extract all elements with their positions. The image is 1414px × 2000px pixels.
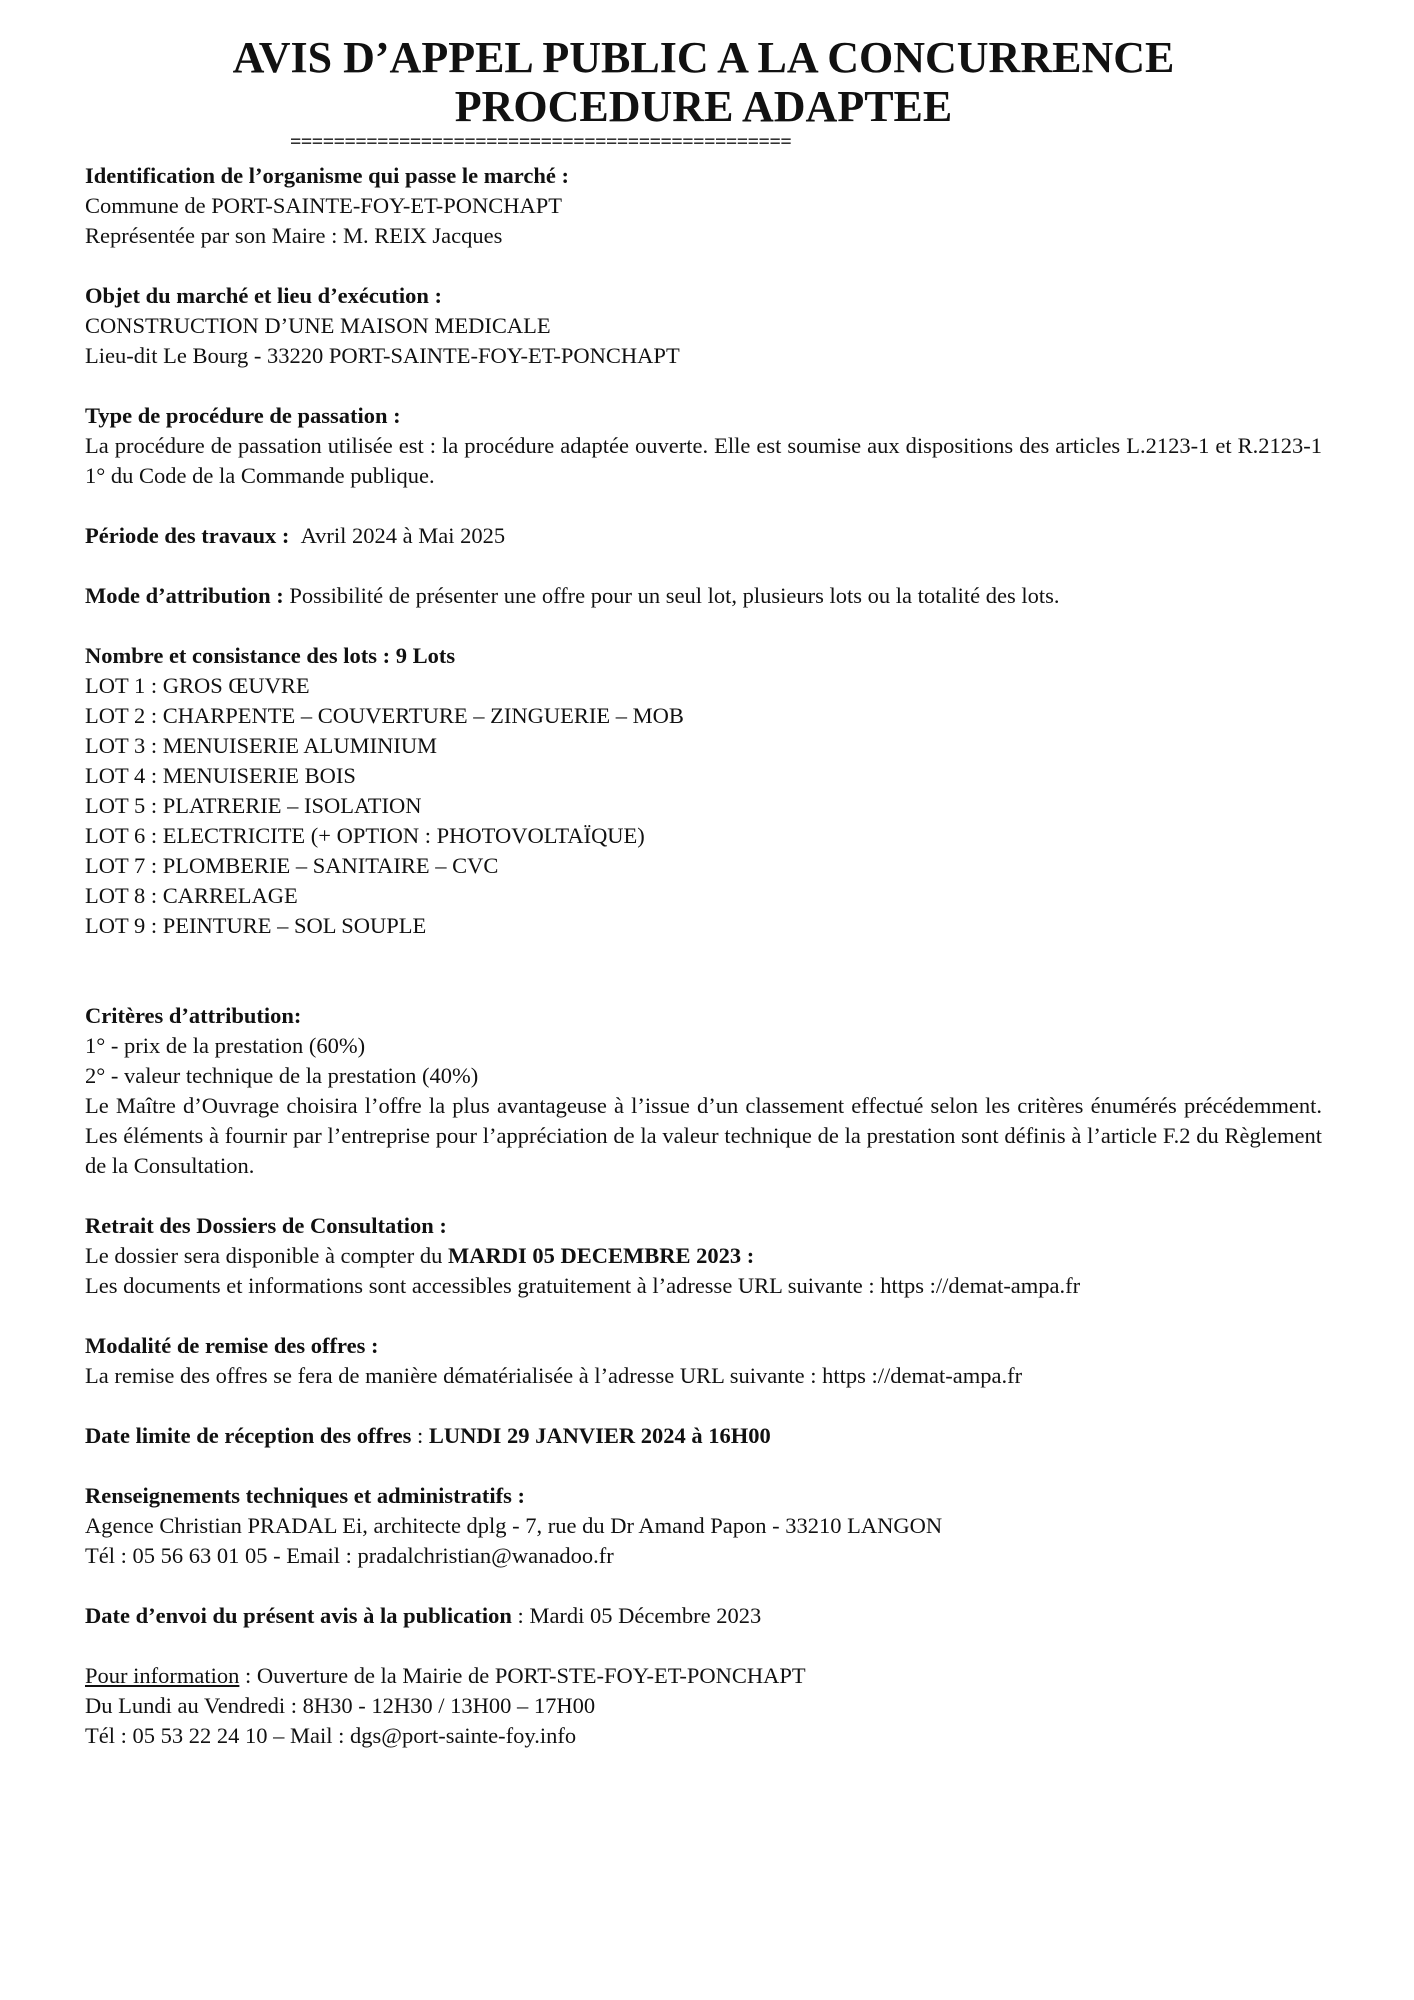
section-retrait	[85, 1211, 1322, 1301]
notice-body	[85, 161, 1322, 1751]
section-renseignements	[85, 1481, 1322, 1571]
information-mairie: : Ouverture de la Mairie de PORT-STE-FOY-ET-PONCHAPT	[239, 1663, 806, 1688]
section-periode	[85, 521, 1322, 551]
identification-representative: Représentée par son Maire : M. REIX Jacques	[85, 223, 503, 248]
envoi-value: Mardi 05 Décembre 2023	[529, 1603, 762, 1628]
section-procedure	[85, 401, 1322, 491]
information-hours: Du Lundi au Vendredi : 8H30 - 12H30 / 13H00 – 17H00	[85, 1693, 596, 1718]
envoi-label: Date d’envoi du présent avis à la publication	[85, 1603, 512, 1628]
section-criteres	[85, 1001, 1322, 1181]
lot-item: LOT 9 : PEINTURE – SOL SOUPLE	[85, 913, 427, 938]
renseignements-address: Agence Christian PRADAL Ei, architecte dplg - 7, rue du Dr Amand Papon - 33210 LANGON	[85, 1513, 943, 1538]
lot-item: LOT 1 : GROS ŒUVRE	[85, 673, 310, 698]
periode-value: Avril 2024 à Mai 2025	[300, 523, 506, 548]
lot-item: LOT 7 : PLOMBERIE – SANITAIRE – CVC	[85, 853, 499, 878]
criteres-heading: Critères d’attribution:	[85, 1003, 302, 1028]
title-line-2: PROCEDURE ADAPTEE	[454, 82, 953, 131]
identification-commune: Commune de PORT-SAINTE-FOY-ET-PONCHAPT	[85, 193, 563, 218]
section-modalite	[85, 1331, 1322, 1391]
modalite-text: La remise des offres se fera de manière dématérialisée à l’adresse URL suivante : https ://demat-ampa.fr	[85, 1363, 1023, 1388]
date-limite-value: LUNDI 29 JANVIER 2024 à 16H00	[428, 1423, 771, 1448]
identification-heading: Identification de l’organisme qui passe le marché :	[85, 163, 569, 188]
title-separator-rule: ==============================================	[290, 131, 792, 153]
lot-item: LOT 8 : CARRELAGE	[85, 883, 298, 908]
procedure-heading: Type de procédure de passation :	[85, 403, 401, 428]
retrait-url-text: Les documents et informations sont accessibles gratuitement à l’adresse URL suivante : https ://demat-ampa.fr	[85, 1273, 1081, 1298]
section-mode	[85, 581, 1322, 611]
procedure-text: La procédure de passation utilisée est : la procédure adaptée ouverte. Elle est soumise aux dispositions des articles L.2123-1 et R.2123-1 1° du Code de la Commande publique.	[85, 433, 1322, 488]
objet-description: CONSTRUCTION D’UNE MAISON MEDICALE	[85, 313, 551, 338]
information-label: Pour information	[85, 1663, 240, 1688]
title-line-1: AVIS D’APPEL PUBLIC A LA CONCURRENCE	[232, 33, 1175, 82]
information-contact: Tél : 05 53 22 24 10 – Mail : dgs@port-sainte-foy.info	[85, 1723, 577, 1748]
envoi-separator: :	[511, 1603, 530, 1628]
section-identification	[85, 161, 1322, 251]
modalite-heading: Modalité de remise des offres :	[85, 1333, 379, 1358]
renseignements-heading: Renseignements techniques et administratifs :	[85, 1483, 525, 1508]
section-date-limite	[85, 1421, 1322, 1451]
date-limite-label: Date limite de réception des offres	[85, 1423, 412, 1448]
lot-item: LOT 4 : MENUISERIE BOIS	[85, 763, 356, 788]
lot-item: LOT 3 : MENUISERIE ALUMINIUM	[85, 733, 438, 758]
retrait-availability-text: Le dossier sera disponible à compter du	[85, 1243, 449, 1268]
section-lots	[85, 641, 1322, 941]
retrait-heading: Retrait des Dossiers de Consultation :	[85, 1213, 447, 1238]
lots-heading: Nombre et consistance des lots : 9 Lots	[85, 643, 456, 668]
criteres-text: Le Maître d’Ouvrage choisira l’offre la plus avantageuse à l’issue d’un classement effectué selon les critères énumérés précédemment. Les éléments à fournir par l’entreprise pour l’appréciation de la valeur technique de la prestation sont définis à l’article F.2 du Règlement de la Consultation.	[85, 1093, 1322, 1178]
objet-heading: Objet du marché et lieu d’exécution :	[85, 283, 443, 308]
renseignements-contact: Tél : 05 56 63 01 05 - Email : pradalchristian@wanadoo.fr	[85, 1543, 614, 1568]
lot-item: LOT 2 : CHARPENTE – COUVERTURE – ZINGUERIE – MOB	[85, 703, 684, 728]
notice-title	[85, 0, 1322, 131]
mode-value: Possibilité de présenter une offre pour un seul lot, plusieurs lots ou la totalité des lots.	[289, 583, 1060, 608]
section-information	[85, 1661, 1322, 1751]
critere-prix: 1° - prix de la prestation (60%)	[85, 1033, 366, 1058]
lot-item: LOT 5 : PLATRERIE – ISOLATION	[85, 793, 422, 818]
date-limite-separator: :	[411, 1423, 429, 1448]
section-objet	[85, 281, 1322, 371]
lot-item: LOT 6 : ELECTRICITE (+ OPTION : PHOTOVOLTAÏQUE)	[85, 823, 645, 848]
periode-label: Période des travaux :	[85, 523, 290, 548]
section-envoi	[85, 1601, 1322, 1631]
objet-location: Lieu-dit Le Bourg - 33220 PORT-SAINTE-FOY-ET-PONCHAPT	[85, 343, 680, 368]
critere-valeur-technique: 2° - valeur technique de la prestation (40%)	[85, 1063, 479, 1088]
retrait-availability-date: MARDI 05 DECEMBRE 2023 :	[448, 1243, 755, 1268]
mode-label: Mode d’attribution :	[85, 583, 284, 608]
